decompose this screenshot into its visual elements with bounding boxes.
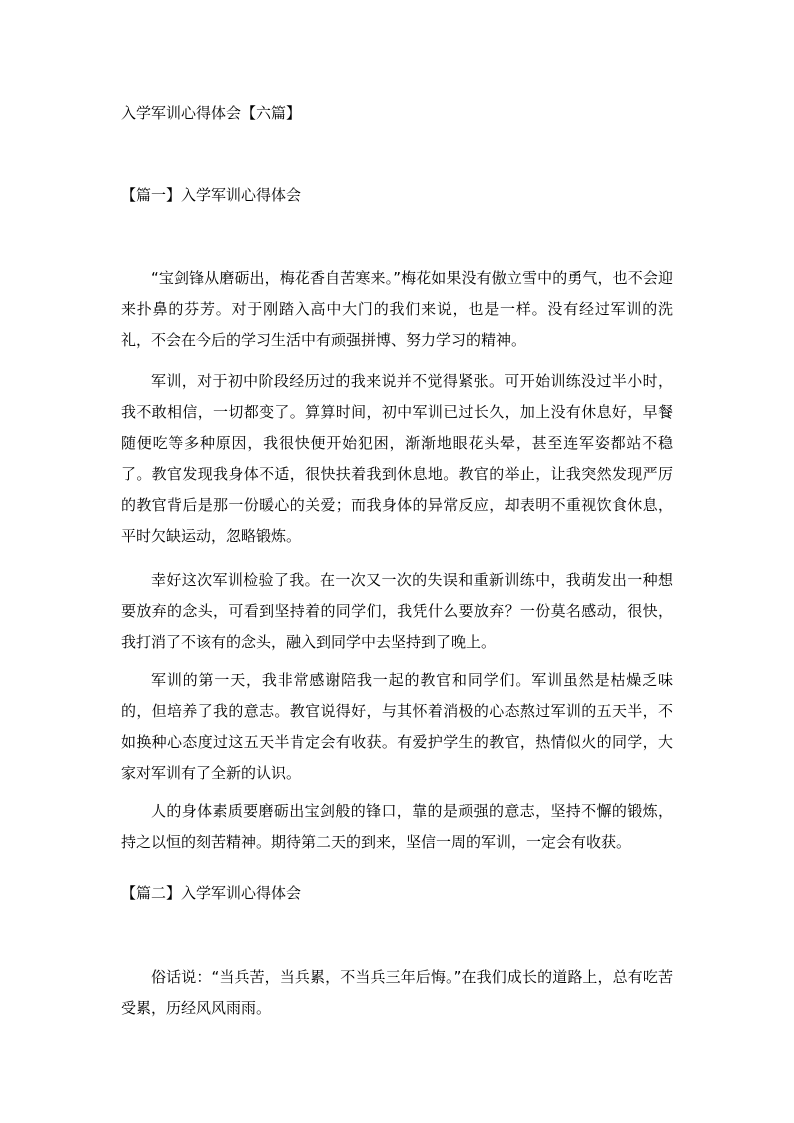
- paragraph: “宝剑锋从磨砺出，梅花香自苦寒来。”梅花如果没有傲立雪中的勇气，也不会迎来扑鼻的芬芳。对于刚踏入高中大门的我们来说，也是一样。没有经过军训的洗礼，不会在今后的学习生活中有顽强拼博、努力学习的精神。: [121, 269, 673, 349]
- paragraph: 俗话说：“当兵苦，当兵累，不当兵三年后悔。”在我们成长的道路上，总有吃苦受累，历经风风雨雨。: [121, 968, 673, 1017]
- paragraph: 幸好这次军训检验了我。在一次又一次的失误和重新训练中，我萌发出一种想要放弃的念头，可看到坚持着的同学们，我凭什么要放弃？一份莫名感动，很快，我打消了不该有的念头，融入到同学中去坚持到了晚上。: [121, 571, 673, 651]
- document-title: 入学军训心得体会【六篇】: [121, 104, 302, 122]
- paragraph: 军训的第一天，我非常感谢陪我一起的教官和同学们。军训虽然是枯燥乏味的，但培养了我的意志。教官说得好，与其怀着消极的心态熬过军训的五天半，不如换种心态度过这五天半肯定会有收获。有爱护学生的教官，热情似火的同学，大家对军训有了全新的认识。: [121, 671, 673, 782]
- section-heading-2: 【篇二】入学军训心得体会: [121, 884, 302, 902]
- section-heading-1: 【篇一】入学军训心得体会: [121, 186, 302, 204]
- paragraph: 军训，对于初中阶段经历过的我来说并不觉得紧张。可开始训练没过半小时，我不敢相信，一切都变了。算算时间，初中军训已过长久，加上没有休息好，早餐随便吃等多种原因，我很快便开始犯困，渐渐地眼花头晕，甚至连军姿都站不稳了。教官发现我身体不适，很快扶着我到休息地。教官的举止，让我突然发现严厉的教官背后是那一份暖心的关爱；而我身体的异常反应，却表明不重视饮食休息，平时欠缺运动，忽略锻炼。: [121, 372, 673, 545]
- paragraph: 人的身体素质要磨砺出宝剑般的锋口，靠的是顽强的意志，坚持不懈的锻炼，持之以恒的刻苦精神。期待第二天的到来，坚信一周的军训，一定会有收获。: [121, 802, 673, 851]
